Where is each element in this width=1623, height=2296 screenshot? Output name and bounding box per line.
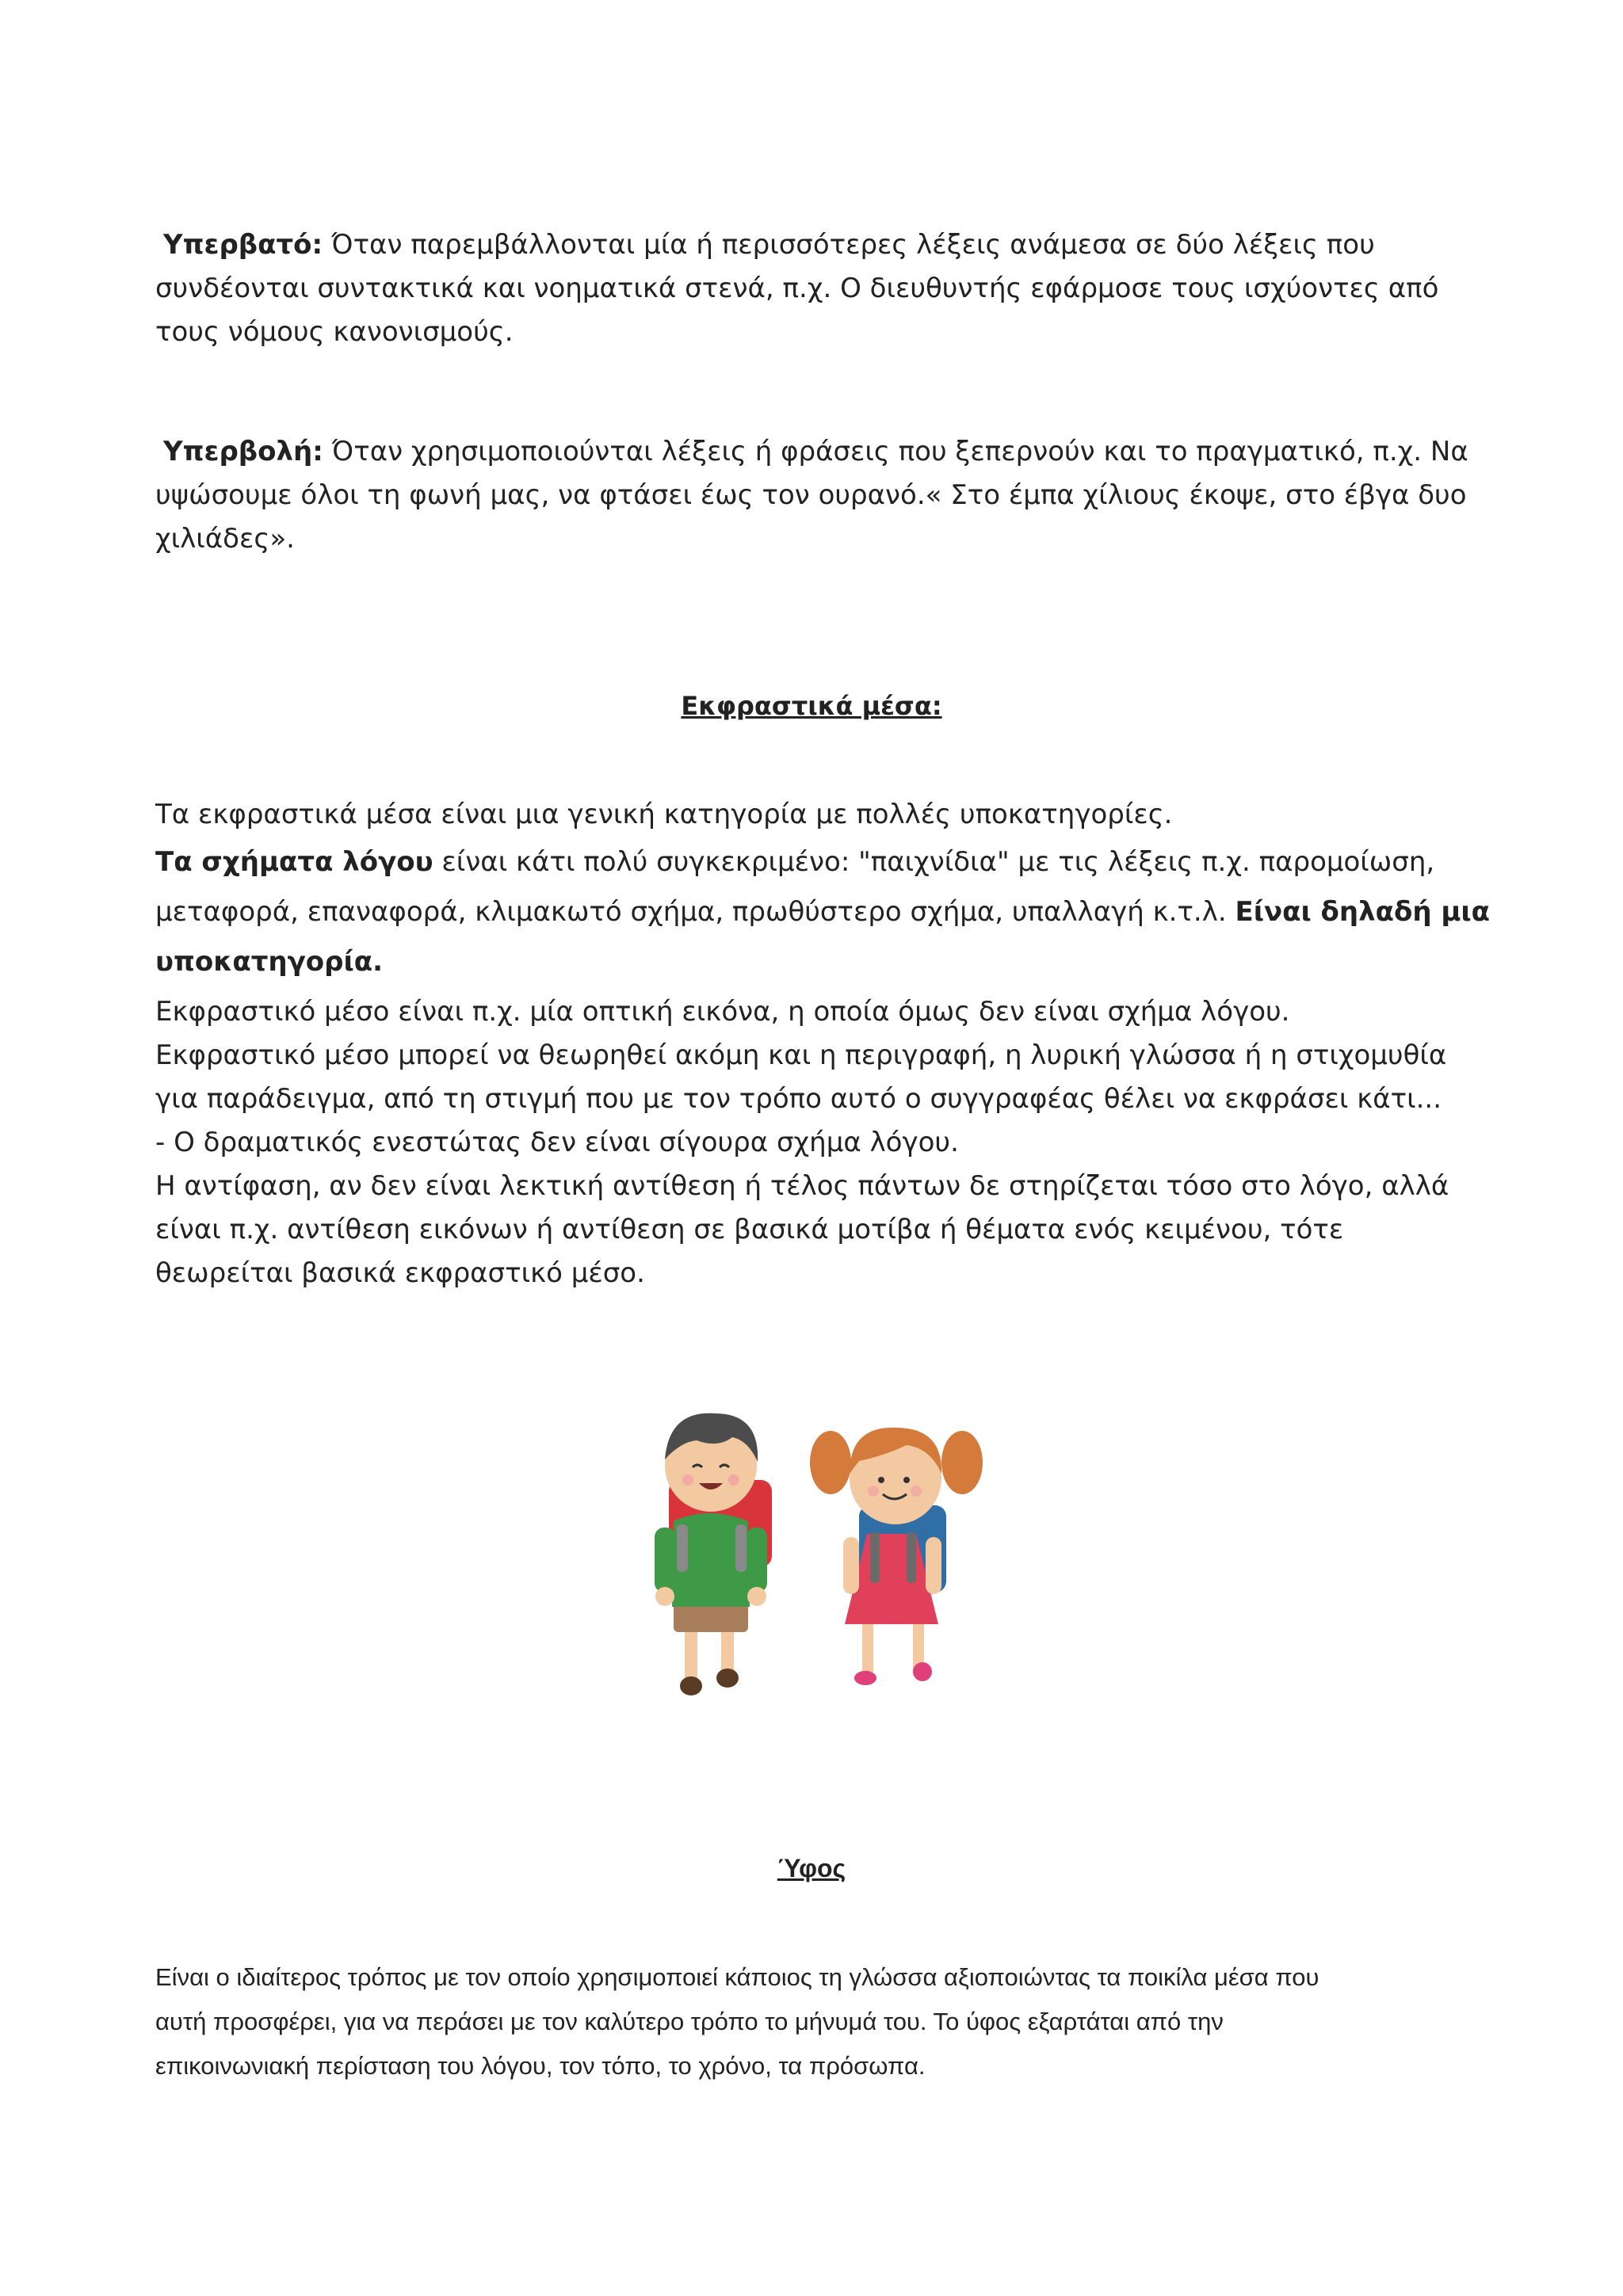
hyperbole-term: Υπερβολή:: [163, 436, 323, 467]
hyperbaton-text-1: Όταν παρεμβάλλονται μία ή περισσότερες λέξεις ανάμεσα σε δύο λέξεις που: [323, 229, 1375, 261]
figures-bold-2: υποκατηγορία.: [155, 946, 384, 978]
expressive-p2-line-1: Εκφραστικό μέσο μπορεί να θεωρηθεί ακόμη και η περιγραφή, η λυρική γλώσσα ή η στιχομυθία: [155, 1039, 1447, 1071]
hyperbole-line-1: [155, 430, 1471, 474]
expressive-p4-line-3: θεωρείται βασικά εκφραστικό μέσο.: [155, 1257, 645, 1289]
girl-figure: [810, 1428, 983, 1685]
expressive-means-details: [155, 990, 1471, 1295]
hyperbole-text-1: Όταν χρησιμοποιούνται λέξεις ή φράσεις που ξεπερνούν και το πραγματικό, π.χ. Να: [323, 436, 1468, 467]
hyperbaton-line-1: [155, 223, 1471, 267]
style-line-3: επικοινωνιακή περίσταση του λόγου, τον τόπο, το χρόνο, τα πρόσωπα.: [155, 2052, 926, 2080]
expressive-p2-line-2: για παράδειγμα, από τη στιγμή που με τον τρόπο αυτό ο συγγραφέας θέλει να εκφράσει κάτι...: [155, 1083, 1442, 1115]
hyperbole-text-2: υψώσουμε όλοι τη φωνή μας, να φτάσει έως τον ουρανό.« Στο έμπα χίλιους έκοψε, στο έβγα δυο: [155, 479, 1467, 511]
expressive-intro: Τα εκφραστικά μέσα είναι μια γενική κατηγορία με πολλές υποκατηγορίες.: [155, 799, 1173, 830]
expressive-p4-line-1: Η αντίφαση, αν δεν είναι λεκτική αντίθεση ή τέλος πάντων δε στηρίζεται τόσο στο λόγο, αλλά: [155, 1170, 1449, 1202]
children-illustration: [534, 1355, 1095, 1737]
hyperbaton-text-3: τους νόμους κανονισμούς.: [155, 316, 514, 348]
boy-figure: [655, 1413, 772, 1695]
expressive-means-heading: Εκφραστικά μέσα:: [681, 691, 942, 721]
figures-text-1: είναι κάτι πολύ συγκεκριμένο: "παιχνίδια" με τις λέξεις π.χ. παρομοίωση,: [433, 846, 1435, 878]
hyperbaton-term: Υπερβατό:: [163, 229, 323, 261]
style-paragraph: [155, 1955, 1471, 2088]
hyperbole-paragraph: [155, 430, 1471, 561]
style-heading: Ύφος: [777, 1854, 846, 1882]
figures-bold-1: Είναι δηλαδή μια: [1235, 896, 1491, 928]
figures-line-2: [155, 886, 1491, 938]
hyperbaton-text-2: συνδέονται συντακτικά και νοηματικά στενά, π.χ. Ο διευθυντής εφάρμοσε τους ισχύοντες από: [155, 273, 1439, 304]
children-with-backpacks-image: [534, 1355, 1095, 1737]
expressive-p3: - Ο δραματικός ενεστώτας δεν είναι σίγουρα σχήμα λόγου.: [155, 1127, 959, 1158]
expressive-means-body: [155, 791, 1491, 986]
hyperbaton-paragraph: [155, 223, 1471, 354]
hyperbole-text-3: χιλιάδες».: [155, 523, 295, 555]
style-line-2: αυτή προσφέρει, για να περάσει με τον καλύτερο τρόπο το μήνυμά του. Το ύφος εξαρτάται από την: [155, 2008, 1224, 2035]
figures-line-3: [155, 938, 1471, 986]
expressive-p4-line-2: είναι π.χ. αντίθεση εικόνων ή αντίθεση σε βασικά μοτίβα ή θέματα ενός κειμένου, τότε: [155, 1214, 1344, 1245]
style-line-1: Είναι ο ιδιαίτερος τρόπος με τον οποίο χρησιμοποιεί κάποιος τη γλώσσα αξιοποιώντας τα ποικίλα μέσα που: [155, 1963, 1319, 1991]
figures-line-1: [155, 838, 1471, 886]
expressive-p1: Εκφραστικό μέσο είναι π.χ. μία οπτική εικόνα, η οποία όμως δεν είναι σχήμα λόγου.: [155, 996, 1290, 1028]
figures-text-2: μεταφορά, επαναφορά, κλιμακωτό σχήμα, πρωθύστερο σχήμα, υπαλλαγή κ.τ.λ.: [155, 896, 1235, 928]
figures-of-speech-term: Τα σχήματα λόγου: [155, 846, 433, 878]
